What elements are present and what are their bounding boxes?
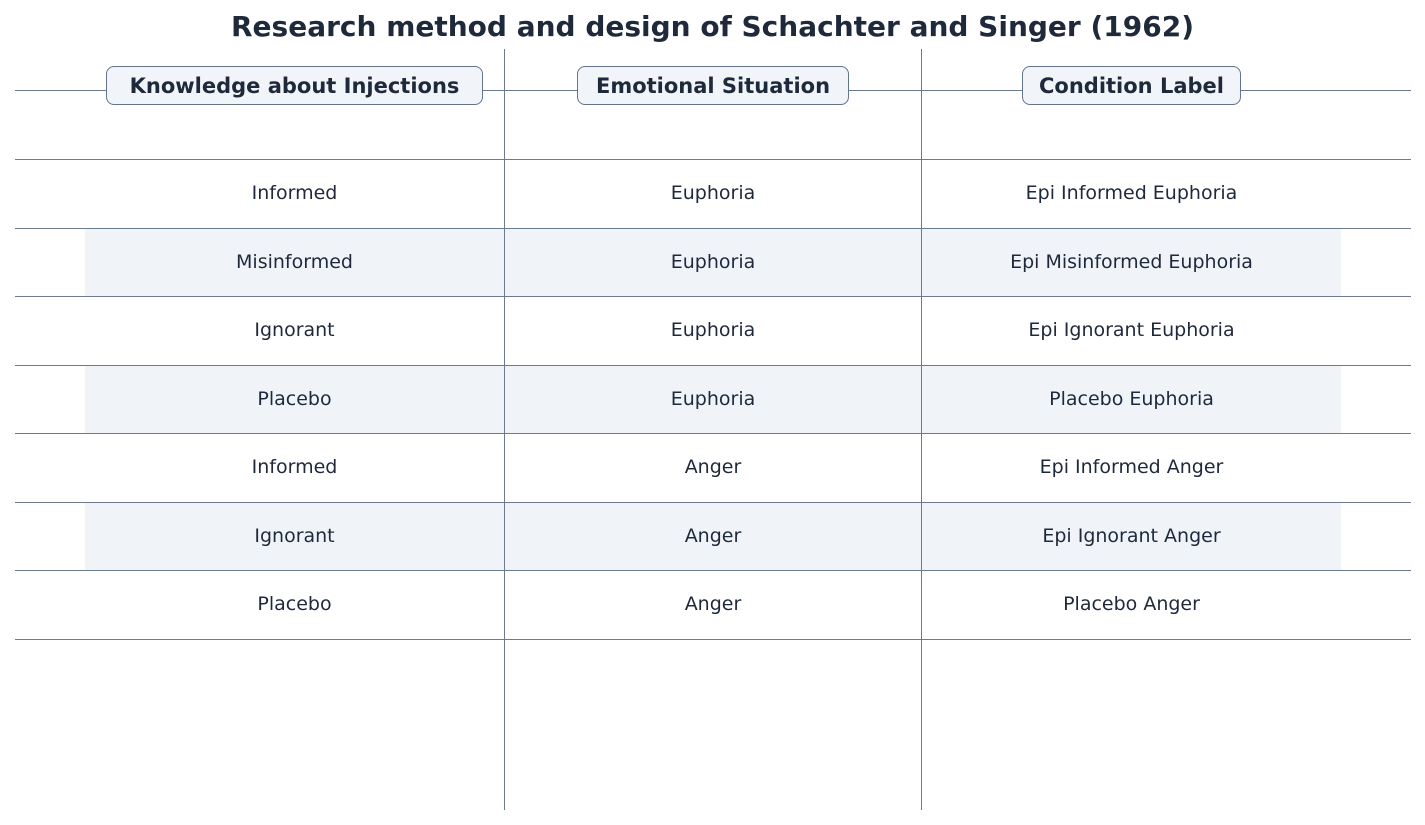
knowledge-cell: Misinformed — [236, 250, 353, 273]
condition-label-cell: Epi Informed Euphoria — [1025, 182, 1238, 204]
condition-label-cell: Placebo Euphoria — [1049, 387, 1214, 410]
condition-label-cell: Epi Ignorant Anger — [1042, 524, 1221, 547]
situation-cell: Anger — [684, 593, 742, 615]
row-divider — [15, 639, 1411, 640]
column-header: Condition Label — [1022, 66, 1241, 105]
situation-cell: Euphoria — [670, 182, 756, 204]
column-header: Knowledge about Injections — [106, 66, 483, 105]
knowledge-cell: Informed — [251, 456, 338, 478]
condition-label-cell: Epi Informed Anger — [1039, 456, 1224, 478]
situation-cell: Anger — [684, 456, 742, 478]
chart-title: Research method and design of Schachter and Singer (1962) — [231, 10, 1194, 43]
condition-label-cell: Epi Ignorant Euphoria — [1028, 319, 1235, 341]
condition-label-cell: Placebo Anger — [1063, 593, 1200, 615]
knowledge-cell: Placebo — [257, 593, 332, 615]
knowledge-cell: Placebo — [257, 387, 332, 410]
situation-cell: Euphoria — [670, 319, 756, 341]
knowledge-cell: Ignorant — [254, 524, 335, 547]
situation-cell: Anger — [684, 524, 742, 547]
knowledge-cell: Ignorant — [254, 319, 335, 341]
situation-cell: Euphoria — [670, 387, 756, 410]
condition-label-cell: Epi Misinformed Euphoria — [1010, 250, 1253, 273]
column-header: Emotional Situation — [577, 66, 849, 105]
knowledge-cell: Informed — [251, 182, 338, 204]
situation-cell: Euphoria — [670, 250, 756, 273]
